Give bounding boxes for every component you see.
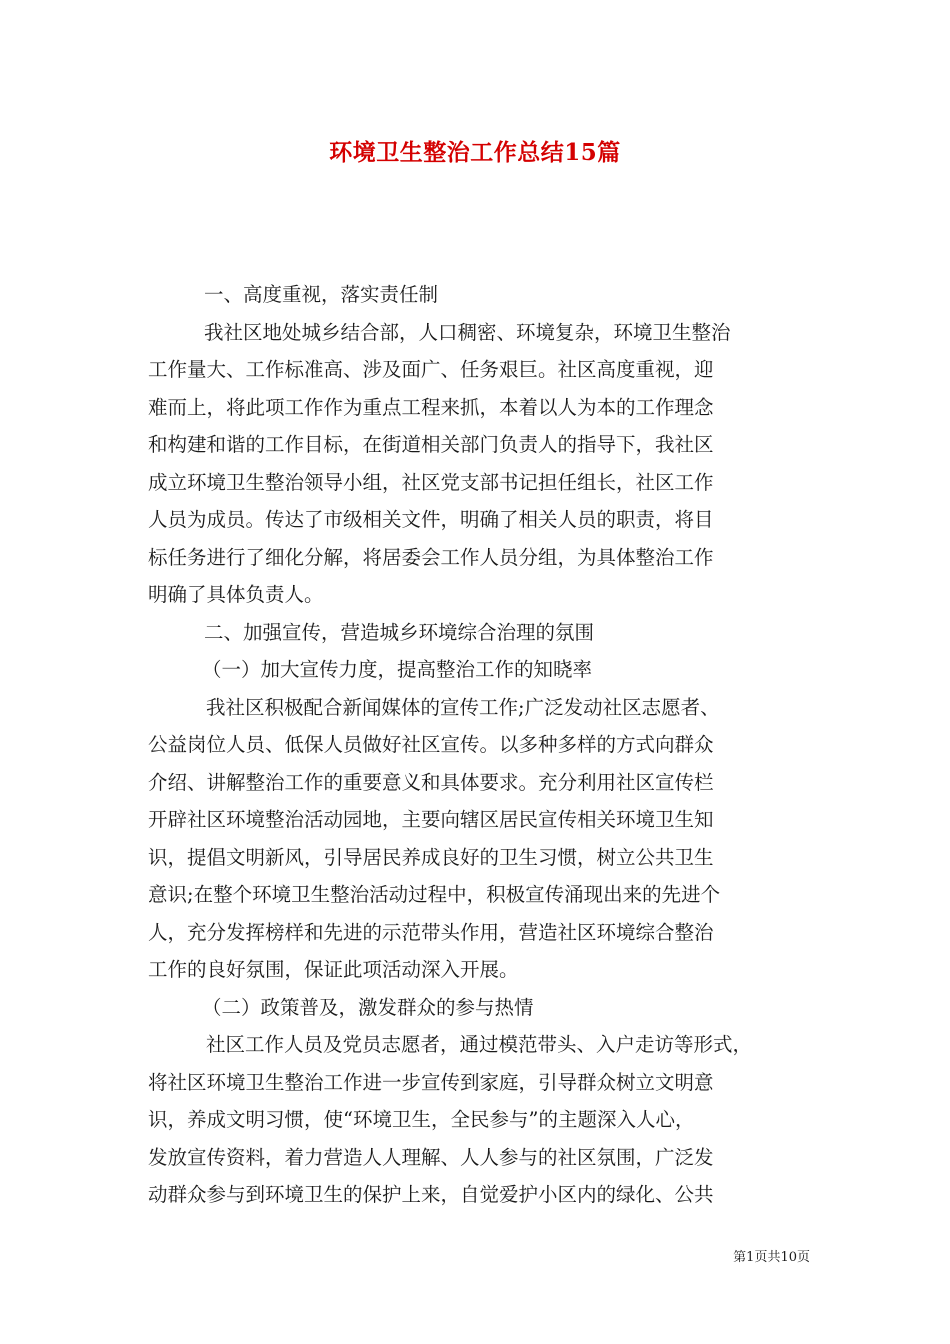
text-line: 公益岗位人员、低保人员做好社区宣传。以多种多样的方式向群众 xyxy=(148,733,714,756)
text-line: 将社区环境卫生整治工作进一步宣传到家庭，引导群众树立文明意 xyxy=(148,1070,714,1094)
text-line: （一）加大宣传力度，提高整治工作的知晓率 xyxy=(202,658,593,681)
text-line: 和构建和谐的工作目标，在街道相关部门负责人的指导下，我社区 xyxy=(148,433,714,456)
document-body xyxy=(148,276,808,1214)
text-line: 动群众参与到环境卫生的保护上来，自觉爱护小区内的绿化、公共 xyxy=(148,1183,714,1206)
text-line: 介绍、讲解整治工作的重要意义和具体要求。充分利用社区宣传栏 xyxy=(148,770,714,794)
text-line: 意识;在整个环境卫生整治活动过程中，积极宣传涌现出来的先进个 xyxy=(148,883,721,906)
text-line: 难而上，将此项工作作为重点工程来抓，本着以人为本的工作理念 xyxy=(148,395,714,419)
text-line: 识，提倡文明新风，引导居民养成良好的卫生习惯，树立公共卫生 xyxy=(148,845,714,869)
page-number: 第1页共10页 xyxy=(733,1250,810,1265)
text-line: 人员为成员。传达了市级相关文件，明确了相关人员的职责，将目 xyxy=(148,508,714,531)
text-line: 工作量大、工作标准高、涉及面广、任务艰巨。社区高度重视，迎 xyxy=(148,358,714,381)
text-line: 一、高度重视，落实责任制 xyxy=(204,283,439,306)
text-line: 社区工作人员及党员志愿者，通过模范带头、入户走访等形式， xyxy=(206,1033,753,1056)
text-line: 工作的良好氛围，保证此项活动深入开展。 xyxy=(148,958,519,981)
text-line: 成立环境卫生整治领导小组，社区党支部书记担任组长，社区工作 xyxy=(148,470,714,494)
text-line: 识，养成文明习惯，使“环境卫生，全民参与”的主题深入人心， xyxy=(148,1108,695,1131)
text-line: 发放宣传资料，着力营造人人理解、人人参与的社区氛围，广泛发 xyxy=(148,1145,714,1169)
page-title: 环境卫生整治工作总结15篇 xyxy=(329,139,621,166)
text-line: 人，充分发挥榜样和先进的示范带头作用，营造社区环境综合整治 xyxy=(148,920,714,944)
text-line: 开辟社区环境整治活动园地，主要向辖区居民宣传相关环境卫生知 xyxy=(148,808,714,831)
text-line: 我社区地处城乡结合部，人口稠密、环境复杂，环境卫生整治 xyxy=(204,320,731,344)
text-line: 我社区积极配合新闻媒体的宣传工作;广泛发动社区志愿者、 xyxy=(206,695,720,719)
text-line: 标任务进行了细化分解，将居委会工作人员分组，为具体整治工作 xyxy=(148,545,714,569)
text-line: 二、加强宣传，营造城乡环境综合治理的氛围 xyxy=(204,620,595,644)
text-line: 明确了具体负责人。 xyxy=(148,583,324,606)
text-line: （二）政策普及，激发群众的参与热情 xyxy=(202,995,534,1019)
